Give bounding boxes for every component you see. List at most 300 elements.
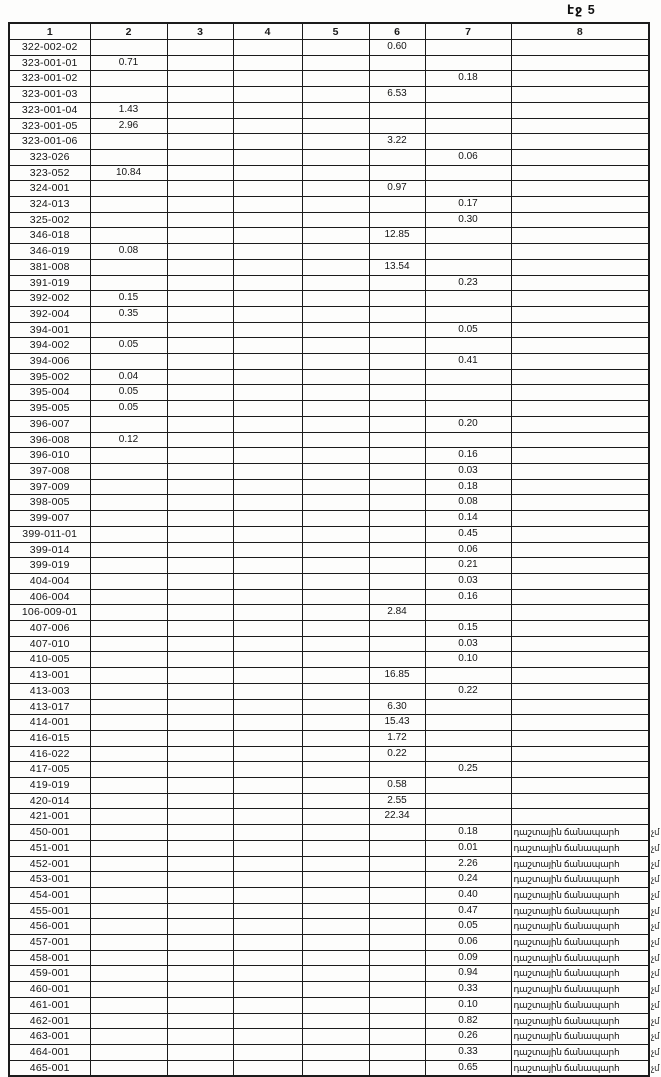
value-cell-col8: դաշտային ճանապարհ չմ <box>511 887 649 903</box>
value-cell-col6 <box>369 118 425 134</box>
value-cell-col7: 0.15 <box>425 621 511 637</box>
parcel-code-cell: 323-026 <box>9 149 90 165</box>
value-cell-col3 <box>167 652 233 668</box>
value-cell-col4 <box>233 1013 302 1029</box>
value-cell-col3 <box>167 762 233 778</box>
value-cell-col2 <box>90 856 167 872</box>
value-cell-col8: դաշտային ճանապարհ չմ <box>511 997 649 1013</box>
parcel-code-cell: 416-015 <box>9 730 90 746</box>
value-cell-col6 <box>369 197 425 213</box>
value-cell-col5 <box>302 903 369 919</box>
table-row <box>9 919 649 935</box>
value-cell-col7: 0.01 <box>425 840 511 856</box>
value-cell-col3 <box>167 55 233 71</box>
value-cell-col2 <box>90 668 167 684</box>
value-cell-col6 <box>369 291 425 307</box>
margin-note: չմ <box>651 999 660 1010</box>
value-cell-col6 <box>369 385 425 401</box>
value-cell-col3 <box>167 1045 233 1061</box>
value-cell-col6 <box>369 369 425 385</box>
parcel-code-cell: 106-009-01 <box>9 605 90 621</box>
table-row <box>9 212 649 228</box>
value-cell-col8 <box>511 432 649 448</box>
value-cell-col7: 2.26 <box>425 856 511 872</box>
value-cell-col2 <box>90 354 167 370</box>
table-row <box>9 55 649 71</box>
value-cell-col5 <box>302 762 369 778</box>
parcel-code-cell: 456-001 <box>9 919 90 935</box>
value-cell-col3 <box>167 228 233 244</box>
table-row <box>9 87 649 103</box>
value-cell-col8 <box>511 652 649 668</box>
value-cell-col7 <box>425 40 511 56</box>
table-row <box>9 244 649 260</box>
value-cell-col6 <box>369 982 425 998</box>
parcel-code-cell: 416-022 <box>9 746 90 762</box>
table-row <box>9 683 649 699</box>
value-cell-col8: դաշտային ճանապարհ չմ <box>511 840 649 856</box>
value-cell-col8 <box>511 212 649 228</box>
value-cell-col5 <box>302 746 369 762</box>
value-cell-col3 <box>167 416 233 432</box>
value-cell-col7: 0.10 <box>425 997 511 1013</box>
value-cell-col2 <box>90 699 167 715</box>
value-cell-col6 <box>369 683 425 699</box>
value-cell-col4 <box>233 730 302 746</box>
value-cell-col3 <box>167 1029 233 1045</box>
value-cell-col4 <box>233 573 302 589</box>
value-cell-col7: 0.14 <box>425 511 511 527</box>
table-row <box>9 511 649 527</box>
parcel-code-cell: 392-004 <box>9 306 90 322</box>
value-cell-col4 <box>233 793 302 809</box>
parcel-code-cell: 323-001-05 <box>9 118 90 134</box>
value-cell-col4 <box>233 55 302 71</box>
value-cell-col2: 0.35 <box>90 306 167 322</box>
value-cell-col4 <box>233 887 302 903</box>
table-row <box>9 887 649 903</box>
value-cell-col3 <box>167 887 233 903</box>
value-cell-col3 <box>167 872 233 888</box>
value-cell-col4 <box>233 1029 302 1045</box>
value-cell-col5 <box>302 448 369 464</box>
value-cell-col5 <box>302 354 369 370</box>
value-cell-col5 <box>302 275 369 291</box>
value-cell-col7: 0.22 <box>425 683 511 699</box>
value-cell-col7 <box>425 385 511 401</box>
table-row <box>9 621 649 637</box>
value-cell-col5 <box>302 652 369 668</box>
value-cell-col2 <box>90 71 167 87</box>
value-cell-col4 <box>233 385 302 401</box>
value-cell-col5 <box>302 919 369 935</box>
parcel-code-cell: 399-014 <box>9 542 90 558</box>
value-cell-col2 <box>90 935 167 951</box>
column-header-4: 4 <box>233 23 302 40</box>
value-cell-col6 <box>369 71 425 87</box>
table-row <box>9 793 649 809</box>
value-cell-col5 <box>302 118 369 134</box>
table-row <box>9 291 649 307</box>
parcel-code-cell: 459-001 <box>9 966 90 982</box>
value-cell-col6 <box>369 448 425 464</box>
value-cell-col2 <box>90 652 167 668</box>
value-cell-col4 <box>233 636 302 652</box>
value-cell-col5 <box>302 134 369 150</box>
column-header-2: 2 <box>90 23 167 40</box>
table-row <box>9 762 649 778</box>
value-cell-col5 <box>302 573 369 589</box>
value-cell-col8: դաշտային ճանապարհ չմ <box>511 872 649 888</box>
parcel-code-cell: 394-006 <box>9 354 90 370</box>
value-cell-col3 <box>167 919 233 935</box>
value-cell-col4 <box>233 259 302 275</box>
parcel-code-cell: 346-019 <box>9 244 90 260</box>
parcel-code-cell: 404-004 <box>9 573 90 589</box>
value-cell-col5 <box>302 1029 369 1045</box>
value-cell-col6 <box>369 1045 425 1061</box>
value-cell-col5 <box>302 228 369 244</box>
value-cell-col5 <box>302 526 369 542</box>
parcel-code-cell: 462-001 <box>9 1013 90 1029</box>
value-cell-col3 <box>167 730 233 746</box>
parcel-code-cell: 452-001 <box>9 856 90 872</box>
parcel-code-cell: 413-001 <box>9 668 90 684</box>
value-cell-col5 <box>302 291 369 307</box>
table-row <box>9 1029 649 1045</box>
table-row <box>9 982 649 998</box>
value-cell-col4 <box>233 935 302 951</box>
parcel-code-cell: 399-019 <box>9 558 90 574</box>
value-cell-col8 <box>511 40 649 56</box>
value-cell-col5 <box>302 621 369 637</box>
value-cell-col2 <box>90 605 167 621</box>
parcel-code-cell: 395-002 <box>9 369 90 385</box>
value-cell-col8 <box>511 102 649 118</box>
value-cell-col2 <box>90 683 167 699</box>
value-cell-col3 <box>167 809 233 825</box>
value-cell-col2 <box>90 479 167 495</box>
value-cell-col4 <box>233 856 302 872</box>
value-cell-col8 <box>511 416 649 432</box>
value-cell-col4 <box>233 463 302 479</box>
parcel-code-cell: 323-001-02 <box>9 71 90 87</box>
value-cell-col6 <box>369 935 425 951</box>
value-cell-col4 <box>233 448 302 464</box>
parcel-code-cell: 407-010 <box>9 636 90 652</box>
parcel-code-cell: 396-010 <box>9 448 90 464</box>
value-cell-col4 <box>233 118 302 134</box>
value-cell-col2 <box>90 40 167 56</box>
value-cell-col7: 0.18 <box>425 825 511 841</box>
value-cell-col7: 0.18 <box>425 479 511 495</box>
table-row <box>9 369 649 385</box>
value-cell-col8 <box>511 385 649 401</box>
value-cell-col8 <box>511 87 649 103</box>
value-cell-col2 <box>90 746 167 762</box>
parcel-code-cell: 395-005 <box>9 401 90 417</box>
value-cell-col7: 0.94 <box>425 966 511 982</box>
value-cell-col2 <box>90 793 167 809</box>
table-row <box>9 149 649 165</box>
parcel-code-cell: 419-019 <box>9 778 90 794</box>
value-cell-col7: 0.33 <box>425 1045 511 1061</box>
value-cell-col6: 15.43 <box>369 715 425 731</box>
table-row <box>9 463 649 479</box>
value-cell-col4 <box>233 1060 302 1076</box>
value-cell-col7 <box>425 244 511 260</box>
table-row <box>9 102 649 118</box>
value-cell-col3 <box>167 950 233 966</box>
value-cell-col3 <box>167 212 233 228</box>
table-row <box>9 558 649 574</box>
value-cell-col8: դաշտային ճանապարհ չմ <box>511 1045 649 1061</box>
value-cell-col3 <box>167 699 233 715</box>
value-cell-col3 <box>167 605 233 621</box>
value-cell-col6 <box>369 1013 425 1029</box>
value-cell-col8 <box>511 181 649 197</box>
value-cell-col4 <box>233 542 302 558</box>
value-cell-col5 <box>302 87 369 103</box>
value-cell-col4 <box>233 369 302 385</box>
value-cell-col2: 0.15 <box>90 291 167 307</box>
value-cell-col3 <box>167 165 233 181</box>
value-cell-col3 <box>167 746 233 762</box>
value-cell-col5 <box>302 40 369 56</box>
value-cell-col7 <box>425 338 511 354</box>
value-cell-col3 <box>167 542 233 558</box>
value-cell-col7: 0.20 <box>425 416 511 432</box>
value-cell-col2 <box>90 1060 167 1076</box>
value-cell-col2 <box>90 950 167 966</box>
value-cell-col8 <box>511 291 649 307</box>
table-row <box>9 778 649 794</box>
value-cell-col4 <box>233 621 302 637</box>
parcel-code-cell: 463-001 <box>9 1029 90 1045</box>
value-cell-col8 <box>511 354 649 370</box>
value-cell-col6: 0.58 <box>369 778 425 794</box>
value-cell-col5 <box>302 715 369 731</box>
value-cell-col7: 0.03 <box>425 636 511 652</box>
value-cell-col4 <box>233 40 302 56</box>
column-header-7: 7 <box>425 23 511 40</box>
value-cell-col2 <box>90 149 167 165</box>
parcel-code-cell: 413-003 <box>9 683 90 699</box>
margin-note: չմ <box>651 874 660 885</box>
value-cell-col4 <box>233 605 302 621</box>
value-cell-col7: 0.45 <box>425 526 511 542</box>
value-cell-col4 <box>233 275 302 291</box>
value-cell-col6 <box>369 401 425 417</box>
table-row <box>9 306 649 322</box>
value-cell-col4 <box>233 919 302 935</box>
table-row <box>9 275 649 291</box>
value-cell-col5 <box>302 699 369 715</box>
parcel-code-cell: 396-007 <box>9 416 90 432</box>
value-cell-col5 <box>302 149 369 165</box>
value-cell-col6 <box>369 338 425 354</box>
value-cell-col2 <box>90 212 167 228</box>
parcel-code-cell: 323-001-04 <box>9 102 90 118</box>
value-cell-col3 <box>167 448 233 464</box>
value-cell-col6 <box>369 432 425 448</box>
value-cell-col2 <box>90 982 167 998</box>
value-cell-col7: 0.24 <box>425 872 511 888</box>
value-cell-col8 <box>511 322 649 338</box>
value-cell-col7: 0.33 <box>425 982 511 998</box>
value-cell-col2 <box>90 448 167 464</box>
table-row <box>9 432 649 448</box>
value-cell-col5 <box>302 605 369 621</box>
parcel-code-cell: 323-001-06 <box>9 134 90 150</box>
parcel-code-cell: 396-008 <box>9 432 90 448</box>
table-row <box>9 715 649 731</box>
value-cell-col2: 0.08 <box>90 244 167 260</box>
value-cell-col2 <box>90 259 167 275</box>
value-cell-col6: 16.85 <box>369 668 425 684</box>
value-cell-col7: 0.08 <box>425 495 511 511</box>
value-cell-col4 <box>233 778 302 794</box>
value-cell-col7: 0.82 <box>425 1013 511 1029</box>
table-row <box>9 699 649 715</box>
value-cell-col6 <box>369 306 425 322</box>
value-cell-col2 <box>90 887 167 903</box>
parcel-code-cell: 460-001 <box>9 982 90 998</box>
parcel-code-cell: 392-002 <box>9 291 90 307</box>
value-cell-col2 <box>90 778 167 794</box>
margin-note: չմ <box>651 937 660 948</box>
value-cell-col4 <box>233 558 302 574</box>
value-cell-col6 <box>369 636 425 652</box>
value-cell-col7 <box>425 605 511 621</box>
value-cell-col7: 0.10 <box>425 652 511 668</box>
value-cell-col5 <box>302 181 369 197</box>
table-row <box>9 730 649 746</box>
value-cell-col4 <box>233 511 302 527</box>
value-cell-col7 <box>425 746 511 762</box>
value-cell-col6: 12.85 <box>369 228 425 244</box>
parcel-code-cell: 417-005 <box>9 762 90 778</box>
value-cell-col5 <box>302 244 369 260</box>
value-cell-col8 <box>511 197 649 213</box>
value-cell-col6: 22.34 <box>369 809 425 825</box>
value-cell-col8 <box>511 165 649 181</box>
value-cell-col7: 0.17 <box>425 197 511 213</box>
value-cell-col6 <box>369 511 425 527</box>
value-cell-col8 <box>511 369 649 385</box>
margin-note: չմ <box>651 921 660 932</box>
value-cell-col6: 0.22 <box>369 746 425 762</box>
value-cell-col8 <box>511 463 649 479</box>
value-cell-col2: 0.04 <box>90 369 167 385</box>
value-cell-col5 <box>302 997 369 1013</box>
value-cell-col2 <box>90 134 167 150</box>
parcel-code-cell: 451-001 <box>9 840 90 856</box>
value-cell-col5 <box>302 369 369 385</box>
parcel-code-cell: 325-002 <box>9 212 90 228</box>
value-cell-col3 <box>167 259 233 275</box>
value-cell-col8 <box>511 134 649 150</box>
value-cell-col6 <box>369 463 425 479</box>
value-cell-col8 <box>511 526 649 542</box>
value-cell-col8 <box>511 715 649 731</box>
value-cell-col6 <box>369 887 425 903</box>
value-cell-col3 <box>167 840 233 856</box>
value-cell-col5 <box>302 197 369 213</box>
value-cell-col3 <box>167 526 233 542</box>
value-cell-col5 <box>302 825 369 841</box>
value-cell-col6 <box>369 1029 425 1045</box>
parcel-code-cell: 323-001-03 <box>9 87 90 103</box>
parcel-code-cell: 407-006 <box>9 621 90 637</box>
value-cell-col3 <box>167 573 233 589</box>
value-cell-col6 <box>369 903 425 919</box>
value-cell-col7 <box>425 87 511 103</box>
value-cell-col5 <box>302 416 369 432</box>
value-cell-col5 <box>302 668 369 684</box>
value-cell-col5 <box>302 385 369 401</box>
parcel-code-cell: 410-005 <box>9 652 90 668</box>
column-header-6: 6 <box>369 23 425 40</box>
value-cell-col7 <box>425 306 511 322</box>
value-cell-col6: 2.55 <box>369 793 425 809</box>
value-cell-col6 <box>369 479 425 495</box>
value-cell-col7: 0.06 <box>425 149 511 165</box>
value-cell-col8 <box>511 306 649 322</box>
value-cell-col4 <box>233 668 302 684</box>
value-cell-col2: 0.05 <box>90 385 167 401</box>
table-row <box>9 1060 649 1076</box>
value-cell-col8 <box>511 479 649 495</box>
value-cell-col7: 0.40 <box>425 887 511 903</box>
value-cell-col6 <box>369 840 425 856</box>
value-cell-col2 <box>90 872 167 888</box>
value-cell-col3 <box>167 197 233 213</box>
table-row <box>9 197 649 213</box>
value-cell-col8: դաշտային ճանապարհ չմ <box>511 825 649 841</box>
table-header-row <box>9 23 649 40</box>
value-cell-col5 <box>302 102 369 118</box>
column-header-1: 1 <box>9 23 90 40</box>
value-cell-col5 <box>302 511 369 527</box>
table-row <box>9 259 649 275</box>
table-row <box>9 809 649 825</box>
value-cell-col8 <box>511 699 649 715</box>
value-cell-col2 <box>90 228 167 244</box>
parcel-code-cell: 395-004 <box>9 385 90 401</box>
value-cell-col7: 0.16 <box>425 589 511 605</box>
value-cell-col7 <box>425 730 511 746</box>
parcel-code-cell: 454-001 <box>9 887 90 903</box>
parcel-code-cell: 324-001 <box>9 181 90 197</box>
value-cell-col8 <box>511 511 649 527</box>
value-cell-col3 <box>167 87 233 103</box>
table-row <box>9 605 649 621</box>
margin-note: չմ <box>651 858 660 869</box>
table-row <box>9 495 649 511</box>
column-header-5: 5 <box>302 23 369 40</box>
value-cell-col3 <box>167 275 233 291</box>
value-cell-col5 <box>302 1060 369 1076</box>
value-cell-col7 <box>425 228 511 244</box>
value-cell-col3 <box>167 306 233 322</box>
value-cell-col6 <box>369 275 425 291</box>
table-row <box>9 71 649 87</box>
value-cell-col8 <box>511 448 649 464</box>
value-cell-col8: դաշտային ճանապարհ չմ <box>511 1029 649 1045</box>
value-cell-col5 <box>302 840 369 856</box>
value-cell-col4 <box>233 165 302 181</box>
